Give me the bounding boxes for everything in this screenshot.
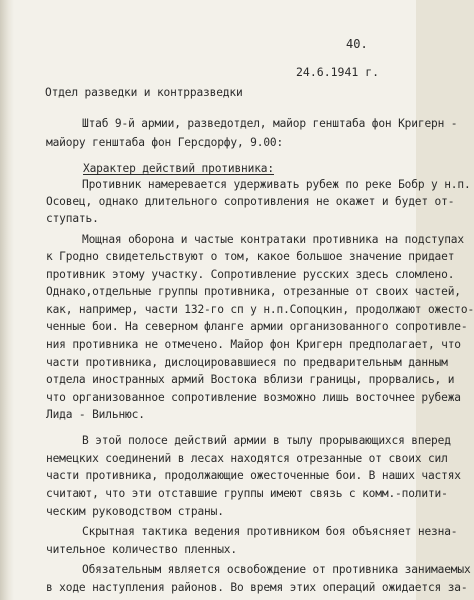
body-line: Обязательным является освобождение от противника занимаемых — [82, 563, 471, 576]
body-line: Лида - Вильнюс. — [46, 408, 145, 421]
body-line: ченные бои. На северном фланге армии организованного сопротивле- — [46, 320, 468, 333]
body-line: Мощная оборона и частые контратаки противника на подступах — [82, 233, 464, 246]
body-line: ступать. — [46, 212, 99, 225]
document-date: 24.6.1941 г. — [296, 65, 380, 79]
body-line: Осовец, однако длительного сопротивления не окажет и будет от- — [46, 195, 455, 208]
body-line: что организованное сопротивление возможно лишь восточнее рубежа — [46, 391, 461, 404]
body-line: противник этому участку. Сопротивление русских здесь сломлено. — [46, 268, 455, 281]
department-title: Отдел разведки и контрразведки — [45, 86, 243, 99]
body-line: как, например, части 132-го сп у н.п.Сопоцкин, продолжают ожесто- — [46, 303, 474, 316]
body-line: части противника, продолжающие ожесточенные бои. В наших частях — [46, 469, 461, 482]
body-line: ния противника не отмечено. Майор фон Кригерн предполагает, что — [46, 338, 461, 351]
address-line: Штаб 9-й армии, разведотдел, майор генштаба фон Кригерн - — [82, 117, 458, 130]
body-line: Противник намеревается удерживать рубеж по реке Бобр у н.п. — [82, 178, 471, 191]
body-line: отдела иностранных армий Востока вблизи границы, прорвались, и — [46, 373, 455, 386]
page-edge-shadow — [0, 0, 14, 600]
section-heading: Характер действий противника: — [83, 162, 274, 175]
body-line: к Гродно свидетельствуют о том, какое большое значение придает — [46, 250, 455, 263]
body-line: Однако,отдельные группы противника, отрезанные от своих частей, — [46, 285, 461, 298]
body-line: В этой полосе действий армии в тылу прорывающихся вперед — [82, 434, 451, 447]
body-line: Скрытная тактика ведения противником боя объясняет незна- — [82, 525, 458, 538]
body-line: части противника, дислоцировавшиеся по предварительным данным — [46, 356, 448, 369]
body-line: чительное количество пленных. — [46, 543, 237, 556]
body-line: немецких соединений в лесах находятся отрезанные от своих сил — [46, 452, 448, 465]
body-line: ческим руководством страны. — [46, 505, 224, 518]
page-number: 40. — [346, 37, 368, 51]
address-line: майору генштаба фон Герсдорфу, 9.00: — [46, 136, 284, 149]
body-line: в ходе наступления районов. Во время этих операций ожидается за- — [46, 581, 468, 594]
body-line: считают, что эти отставшие группы имеют связь с комм.-полити- — [46, 487, 448, 500]
